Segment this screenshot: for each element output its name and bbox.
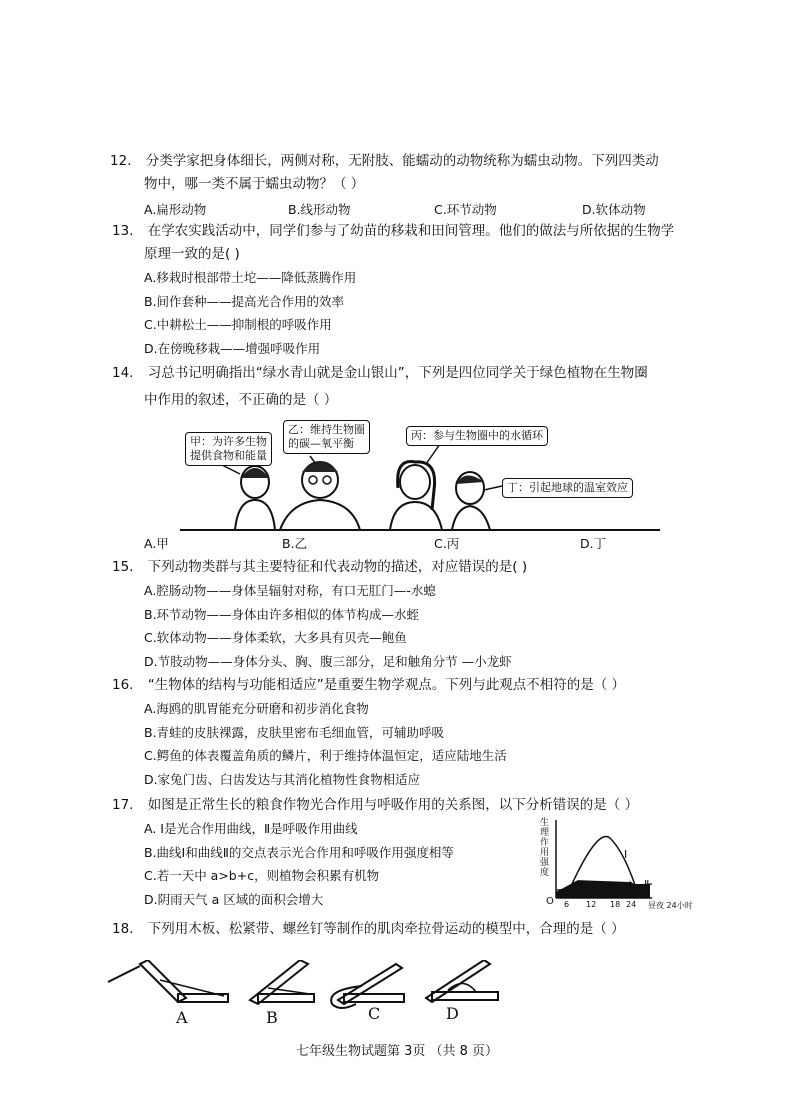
q15-option-c: C.软体动物——身体柔软，大多具有贝壳—鲍鱼 [144, 630, 407, 645]
question-13 [112, 220, 712, 360]
graph-x-label: 昼夜 24小时 [648, 901, 693, 910]
q12-option-a: A.扁形动物 [144, 202, 207, 217]
q12-stem-1: 分类学家把身体细长，两侧对称，无附肢、能蠕动的动物统称为蠕虫动物。下列四类动 [145, 153, 659, 169]
q12-options [112, 200, 712, 222]
q13-stem-2: 原理一致的是( ) [144, 246, 240, 262]
graph-origin: O [546, 896, 554, 907]
graph-tick-6: 6 [564, 900, 570, 909]
q14-option-a: A.甲 [144, 536, 169, 551]
model-a-label: A [176, 1008, 188, 1027]
bubble-yi [283, 420, 370, 454]
q18-number: 18. [112, 921, 134, 937]
model-d-label: D [446, 1004, 459, 1023]
q17-option-b: B.曲线Ⅰ和曲线Ⅱ的交点表示光合作用和呼吸作用强度相等 [144, 844, 454, 860]
q12-stem-2: 物中，哪一类不属于蠕虫动物？（ ） [144, 176, 365, 192]
q17-option-c: C.若一天中 a>b+c，则植物会积累有机物 [144, 868, 380, 883]
question-18 [112, 918, 712, 941]
model-b [250, 960, 314, 1004]
q14-option-c: C.丙 [434, 536, 460, 551]
q13-option-d: D.在傍晚移栽——增强呼吸作用 [144, 340, 321, 356]
q16-option-a: A.海鸥的肌胃能充分研磨和初步消化食物 [144, 701, 369, 716]
q15-number: 15. [112, 559, 134, 575]
graph-tick-24: 24 [626, 900, 637, 909]
q14-options [112, 534, 712, 556]
q12-option-b: B.线形动物 [288, 202, 351, 217]
q17-option-a: A. Ⅰ是光合作用曲线，Ⅱ是呼吸作用曲线 [144, 821, 358, 836]
bubble-ding [502, 478, 633, 498]
question-16 [112, 674, 712, 791]
bubble-bing-line1: 丙：参与生物圈中的水循环 [411, 429, 543, 442]
q13-option-a: A.移栽时根部带土坨——降低蒸腾作用 [144, 270, 357, 285]
q16-number: 16. [112, 677, 134, 693]
bubble-yi-line1: 乙：维持生物圈 [288, 423, 365, 436]
graph-tick-18: 18 [610, 900, 621, 909]
q12-option-d: D.软体动物 [582, 202, 646, 217]
bubble-jia-line2: 提供食物和能量 [190, 449, 267, 462]
q14-cartoon [180, 420, 660, 535]
q13-option-c: C.中耕松土——抑制根的呼吸作用 [144, 317, 332, 332]
model-c [331, 964, 404, 1008]
q15-option-a: A.腔肠动物——身体呈辐射对称，有口无肛门—-水螅 [144, 583, 436, 598]
q14-stem-1: 习总书记明确指出“绿水青山就是金山银山”，下列是四位同学关于绿色植物在生物圈 [147, 365, 648, 381]
q15-stem-1: 下列动物类群与其主要特征和代表动物的描述，对应错误的是( ) [147, 559, 528, 575]
q14-stem-2: 中作用的叙述，不正确的是（ ） [144, 392, 338, 408]
q15-option-d: D.节肢动物——身体分头、胸、腹三部分，足和触角分节 —小龙虾 [144, 653, 512, 669]
graph-curve2-label: Ⅱ [644, 878, 650, 891]
q15-option-b: B.环节动物——身体由许多相似的体节构成—水蛭 [144, 606, 420, 622]
graph-y-label: 生 理 作 用 强 度 [540, 818, 550, 878]
page-footer: 七年级生物试题第 3页 （共 8 页） [295, 1044, 499, 1059]
graph-curve1-label: Ⅰ [624, 848, 628, 861]
q13-number: 13. [112, 223, 134, 239]
question-15 [112, 556, 712, 673]
model-d [426, 960, 498, 1002]
bubble-yi-line2: 的碳—氧平衡 [288, 437, 354, 450]
question-12 [112, 150, 712, 222]
q17-stem-1: 如图是正常生长的粮食作物光合作用与呼吸作用的关系图，以下分析错误的是（ ） [147, 797, 639, 813]
q16-option-c: C.鳄鱼的体表覆盖角质的鳞片，利于维持体温恒定，适应陆地生活 [144, 748, 507, 763]
q16-stem-1: “生物体的结构与功能相适应”是重要生物学观点。下列与此观点不相符的是（ ） [147, 677, 626, 693]
model-b-label: B [266, 1008, 278, 1027]
q16-option-d: D.家兔门齿、臼齿发达与其消化植物性食物相适应 [144, 771, 421, 787]
bubble-jia-line1: 甲：为许多生物 [190, 435, 267, 448]
bubble-ding-line1: 丁：引起地球的温室效应 [507, 481, 628, 494]
q17-number: 17. [112, 797, 134, 813]
muscle-bone-models [100, 960, 520, 1010]
q12-option-c: C.环节动物 [434, 202, 497, 217]
q14-number: 14. [112, 365, 134, 381]
model-c-label: C [368, 1004, 381, 1023]
q17-graph [540, 818, 720, 918]
q17-option-d: D.阴雨天气 a 区域的面积会增大 [144, 891, 324, 907]
q12-line1 [112, 150, 712, 173]
q13-stem-1: 在学农实践活动中，同学们参与了幼苗的移栽和田间管理。他们的做法与所依据的生物学 [147, 223, 675, 239]
q14-option-d: D.丁 [580, 536, 607, 551]
q18-stem-1: 下列用木板、松紧带、螺丝钉等制作的肌肉牵拉骨运动的模型中，合理的是（ ） [147, 921, 625, 937]
bubble-jia [185, 432, 272, 466]
q13-option-b: B.间作套种——提高光合作用的效率 [144, 293, 345, 309]
model-a [108, 960, 228, 1002]
graph-tick-12: 12 [586, 900, 597, 909]
q18-diagrams [100, 960, 520, 1030]
q12-number: 12. [110, 153, 132, 169]
q14-option-b: B.乙 [282, 536, 308, 551]
q16-option-b: B.青蛙的皮肤裸露，皮肤里密布毛细血管，可辅助呼吸 [144, 724, 445, 740]
question-14 [112, 362, 712, 412]
bubble-bing [406, 426, 548, 446]
